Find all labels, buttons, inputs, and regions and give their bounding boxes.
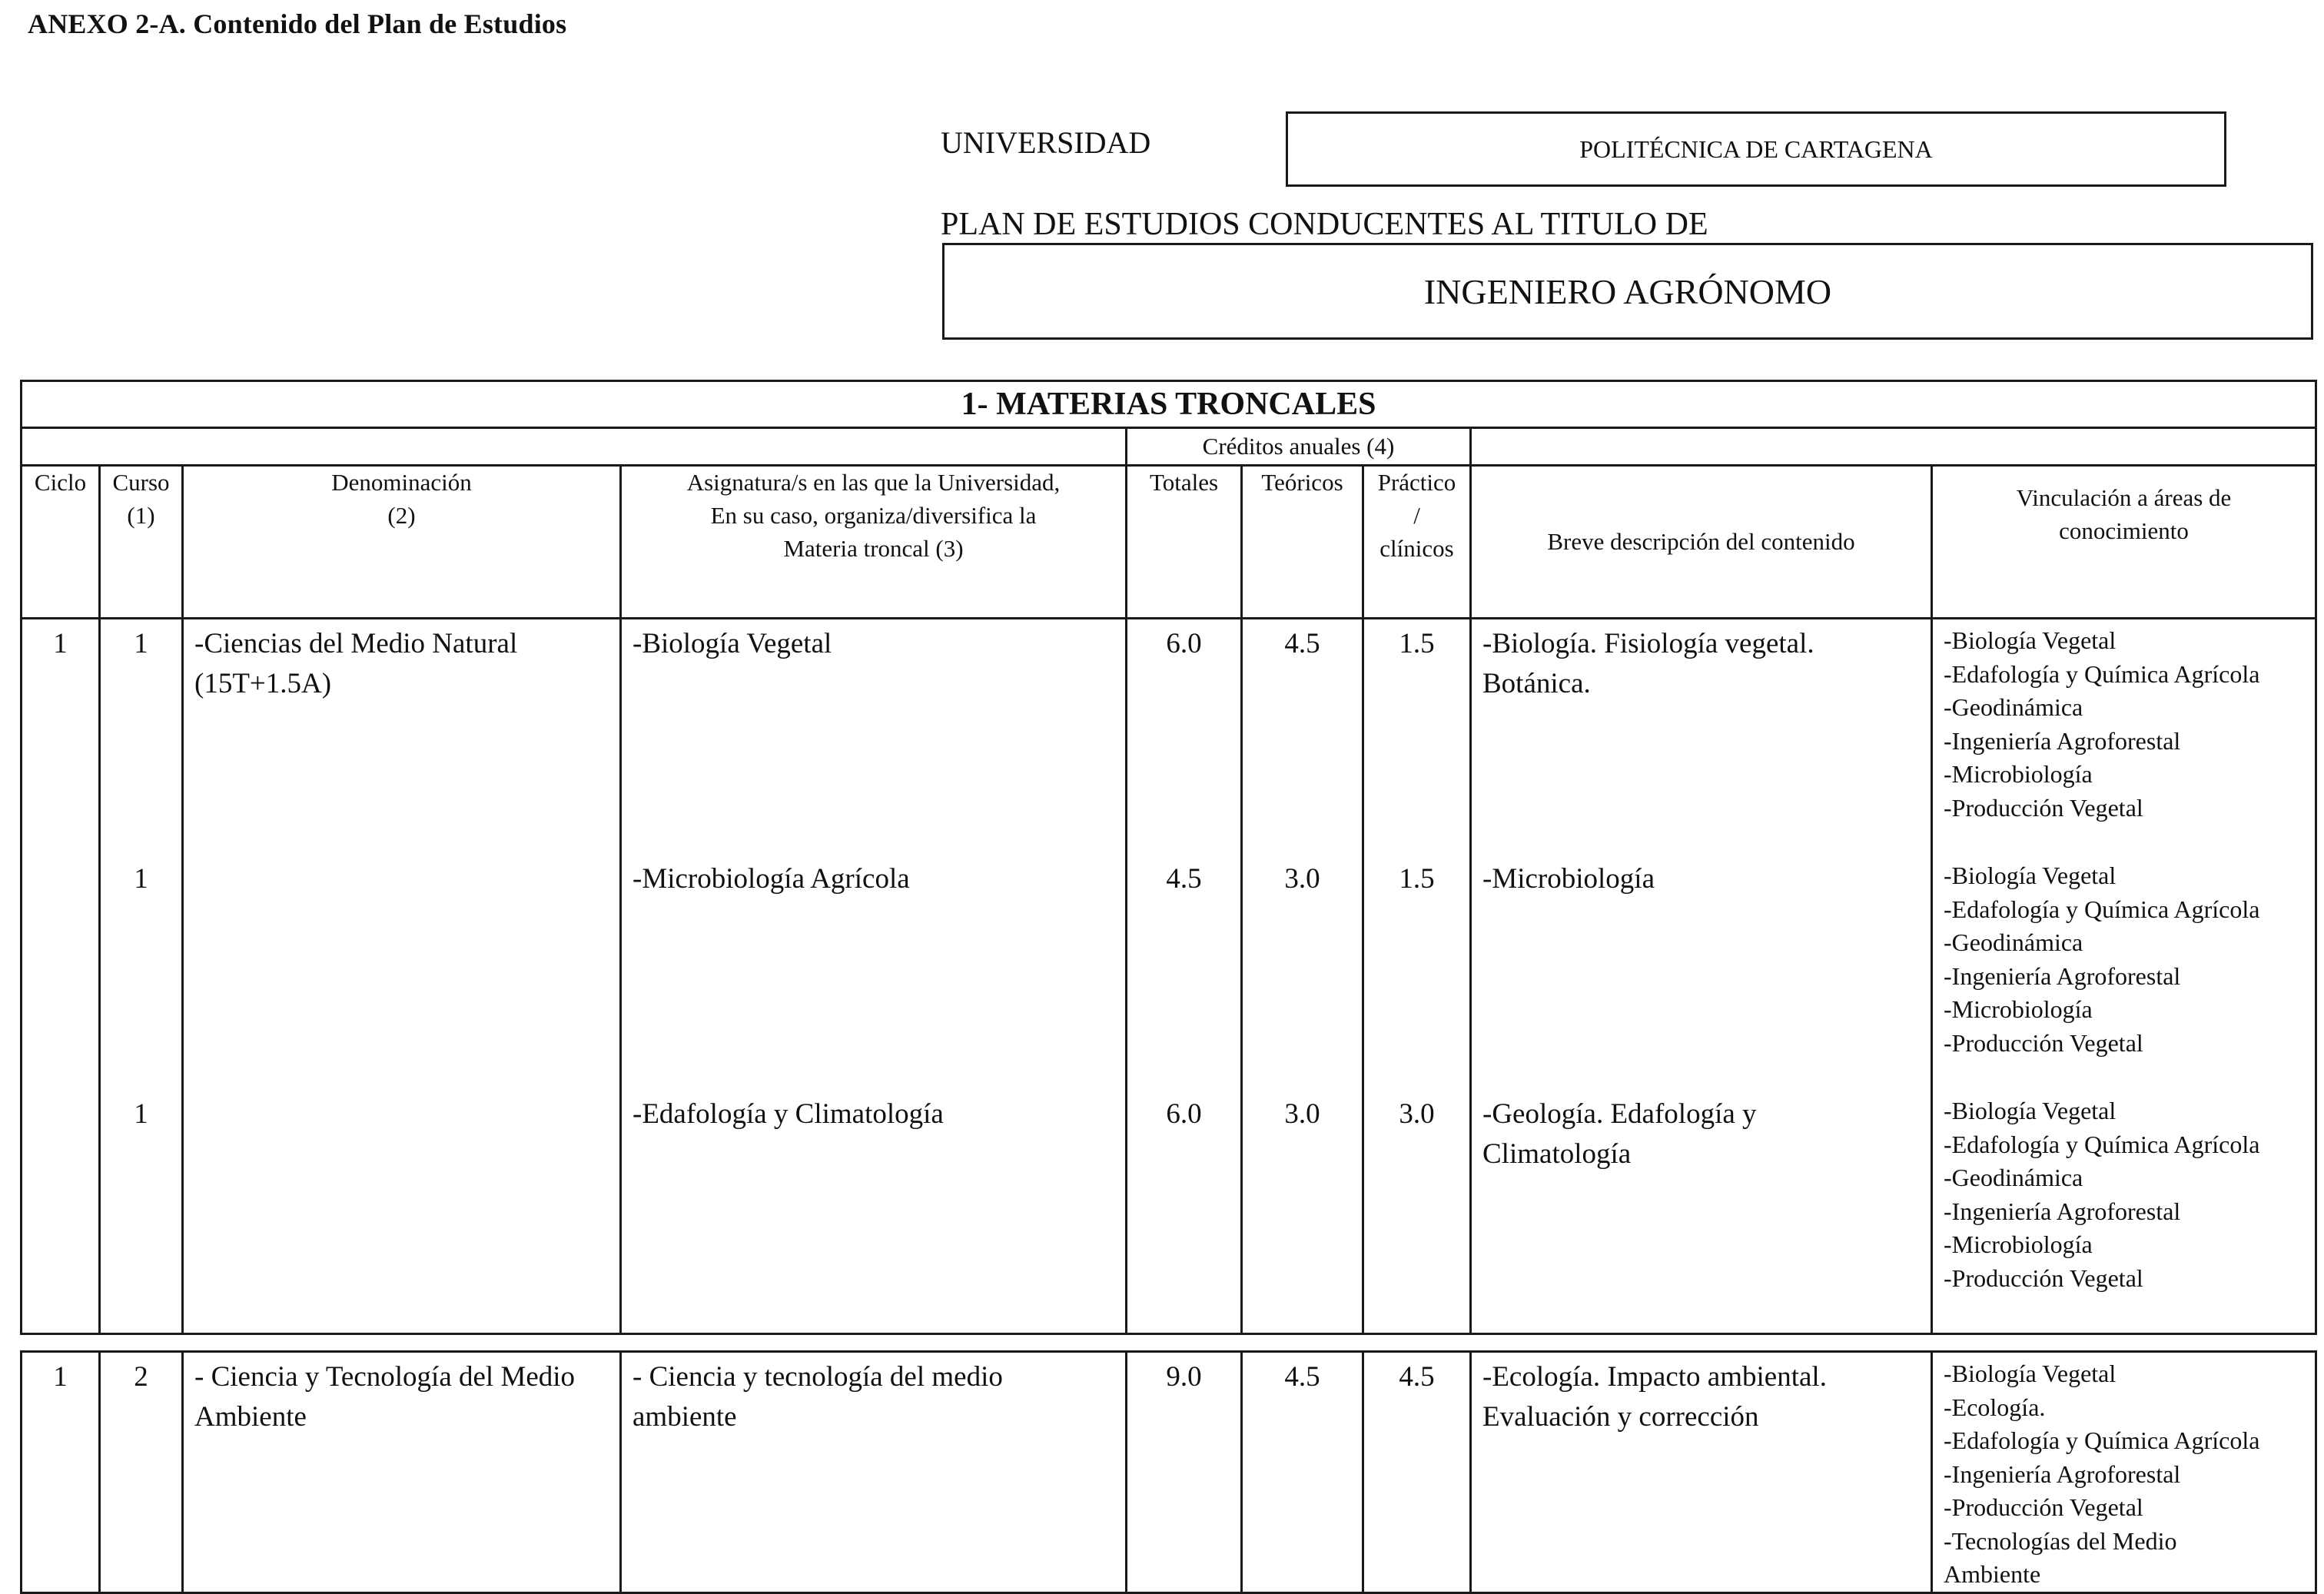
creditos-anuales-header: Créditos anuales (4) [1127, 428, 1471, 466]
titulo-box [942, 243, 2313, 340]
header-curso [100, 466, 183, 619]
denominacion-line-2: (15T+1.5A) [194, 667, 332, 699]
practicos-value: 1.5 [1399, 628, 1435, 659]
asignatura-cell [621, 855, 1127, 1090]
teoricos-value: 3.0 [1284, 863, 1320, 895]
teoricos-cell [1242, 1090, 1363, 1334]
header-denominacion [183, 466, 621, 619]
vinculacion-cell [1932, 855, 2316, 1090]
header-vinculacion-line-1: Vinculación a áreas de [2016, 484, 2232, 511]
ciclo-cell [22, 1090, 100, 1334]
group-separator [22, 1334, 2316, 1352]
ciclo-cell [22, 1352, 100, 1593]
descripcion-line-1: -Geología. Edafología y [1482, 1098, 1757, 1130]
area-item: -Ingeniería Agroforestal [1944, 1197, 2181, 1225]
header-asignatura-line-3: Materia troncal (3) [783, 534, 964, 562]
area-item: -Edafología y Química Agrícola [1944, 659, 2260, 688]
area-item: -Tecnologías del Medio [1944, 1526, 2177, 1555]
asignatura-cell [621, 1352, 1127, 1593]
area-item: -Producción Vegetal [1944, 1264, 2143, 1292]
header-asignatura-line-2: En su caso, organiza/diversifica la [710, 501, 1037, 529]
header-spacer-left [22, 428, 1127, 466]
denominacion-cell [183, 855, 621, 1090]
practicos-cell [1363, 855, 1471, 1090]
area-item: -Producción Vegetal [1944, 1493, 2143, 1522]
descripcion-line-1: -Biología. Fisiología vegetal. [1482, 628, 1814, 659]
area-item: -Biología Vegetal [1944, 862, 2116, 889]
teoricos-value: 3.0 [1284, 1098, 1320, 1130]
totales-value: 6.0 [1166, 628, 1202, 659]
area-item: -Ecología. [1944, 1393, 2046, 1421]
practicos-value: 4.5 [1399, 1361, 1435, 1393]
teoricos-cell [1242, 855, 1363, 1090]
area-item: -Geodinámica [1944, 693, 2083, 722]
descripcion-line-1: -Microbiología [1482, 863, 1655, 895]
area-item: -Microbiología [1944, 1230, 2093, 1259]
curso-cell [100, 855, 183, 1090]
area-item: -Microbiología [1944, 995, 2093, 1024]
table-row [22, 1352, 2316, 1593]
area-item: -Ingeniería Agroforestal [1944, 961, 2181, 990]
area-item: -Geodinámica [1944, 1164, 2083, 1192]
curso-cell [100, 1352, 183, 1593]
header-curso-line: Curso [112, 469, 170, 496]
area-item: -Edafología y Química Agrícola [1944, 1130, 2260, 1158]
header-practico-line-2: / [1413, 501, 1420, 529]
area-item: -Producción Vegetal [1944, 1028, 2143, 1057]
ciclo-value: 1 [53, 1361, 68, 1393]
totales-value: 4.5 [1166, 863, 1202, 895]
materias-troncales-table [20, 380, 2317, 1594]
universidad-label: UNIVERSIDAD [941, 125, 1151, 160]
header-spacer-right [1471, 428, 2316, 466]
header-teoricos: Teóricos [1242, 466, 1363, 619]
totales-cell [1127, 1090, 1242, 1334]
area-item: Ambiente [1944, 1560, 2041, 1589]
area-item: -Geodinámica [1944, 928, 2083, 957]
header-practicos [1363, 466, 1471, 619]
teoricos-cell [1242, 619, 1363, 855]
denominacion-line-1: - Ciencia y Tecnología del Medio [194, 1361, 576, 1393]
teoricos-value: 4.5 [1284, 1361, 1320, 1393]
header-vinculacion [1932, 466, 2316, 619]
area-item: -Producción Vegetal [1944, 793, 2143, 822]
descripcion-line-2: Climatología [1482, 1137, 1632, 1170]
curso-value: 2 [134, 1361, 148, 1393]
asignatura-line-1: -Edafología y Climatología [632, 1098, 944, 1130]
header-asignatura [621, 466, 1127, 619]
descripcion-cell [1471, 855, 1932, 1090]
totales-value: 6.0 [1166, 1098, 1202, 1130]
curso-cell [100, 619, 183, 855]
area-item: -Microbiología [1944, 760, 2093, 789]
asignatura-line-1: -Biología Vegetal [632, 628, 832, 659]
area-item: -Ingeniería Agroforestal [1944, 726, 2181, 755]
practicos-value: 3.0 [1399, 1098, 1435, 1130]
area-item: -Biología Vegetal [1944, 626, 2116, 654]
plan-label: PLAN DE ESTUDIOS CONDUCENTES AL TITULO DE [941, 207, 1708, 242]
vinculacion-cell [1932, 619, 2316, 855]
header-denominacion-note: (2) [387, 501, 416, 529]
group-separator-cell [22, 1334, 2316, 1352]
header-vinculacion-line-2: conocimiento [2059, 516, 2189, 544]
header-totales: Totales [1127, 466, 1242, 619]
teoricos-value: 4.5 [1284, 628, 1320, 659]
area-item: -Edafología y Química Agrícola [1944, 895, 2260, 923]
vinculacion-cell [1932, 1090, 2316, 1334]
denominacion-line-1: -Ciencias del Medio Natural [194, 628, 518, 659]
header-ciclo: Ciclo [22, 466, 100, 619]
area-item: -Edafología y Química Agrícola [1944, 1426, 2260, 1455]
header-asignatura-line-1: Asignatura/s en las que la Universidad, [686, 469, 1061, 496]
area-item: -Biología Vegetal [1944, 1360, 2116, 1387]
practicos-value: 1.5 [1399, 863, 1435, 895]
header-descripcion: Breve descripción del contenido [1471, 466, 1932, 619]
table-row [22, 855, 2316, 1090]
area-item: -Biología Vegetal [1944, 1097, 2116, 1124]
descripcion-line-2: Evaluación y corrección [1482, 1400, 1759, 1433]
totales-value: 9.0 [1166, 1361, 1202, 1393]
descripcion-cell [1471, 619, 1932, 855]
table-row [22, 1090, 2316, 1334]
descripcion-cell [1471, 1352, 1932, 1593]
curso-cell [100, 1090, 183, 1334]
practicos-cell [1363, 1090, 1471, 1334]
asignatura-line-2: ambiente [632, 1400, 737, 1433]
universidad-value: POLITÉCNICA DE CARTAGENA [1579, 134, 1933, 163]
ciclo-cell [22, 619, 100, 855]
totales-cell [1127, 619, 1242, 855]
asignatura-cell [621, 619, 1127, 855]
ciclo-cell [22, 855, 100, 1090]
universidad-box [1286, 111, 2226, 187]
ciclo-value: 1 [53, 628, 68, 659]
asignatura-line-1: -Microbiología Agrícola [632, 863, 910, 895]
header-curso-note: (1) [127, 501, 155, 529]
curso-value: 1 [134, 628, 148, 659]
descripcion-line-1: -Ecología. Impacto ambiental. [1482, 1361, 1827, 1393]
area-item: -Ingeniería Agroforestal [1944, 1460, 2181, 1488]
practicos-cell [1363, 619, 1471, 855]
curso-value: 1 [134, 863, 148, 895]
annex-title: ANEXO 2-A. Contenido del Plan de Estudios [28, 8, 567, 39]
vinculacion-cell [1932, 1352, 2316, 1593]
section-title: 1- MATERIAS TRONCALES [22, 381, 2316, 428]
titulo-value: INGENIERO AGRÓNOMO [1423, 271, 1832, 311]
curso-value: 1 [134, 1098, 148, 1130]
denominacion-cell [183, 619, 621, 855]
descripcion-line-2: Botánica. [1482, 667, 1591, 699]
table-row [22, 619, 2316, 855]
header-practico-line-1: Práctico [1377, 469, 1456, 496]
totales-cell [1127, 855, 1242, 1090]
header-practico-line-3: clínicos [1379, 534, 1454, 562]
asignatura-line-1: - Ciencia y tecnología del medio [632, 1361, 1003, 1393]
totales-cell [1127, 1352, 1242, 1593]
teoricos-cell [1242, 1352, 1363, 1593]
practicos-cell [1363, 1352, 1471, 1593]
denominacion-line-2: Ambiente [194, 1400, 307, 1433]
descripcion-cell [1471, 1090, 1932, 1334]
denominacion-cell [183, 1090, 621, 1334]
header-denominacion-line: Denominación [331, 469, 472, 496]
denominacion-cell [183, 1352, 621, 1593]
asignatura-cell [621, 1090, 1127, 1334]
